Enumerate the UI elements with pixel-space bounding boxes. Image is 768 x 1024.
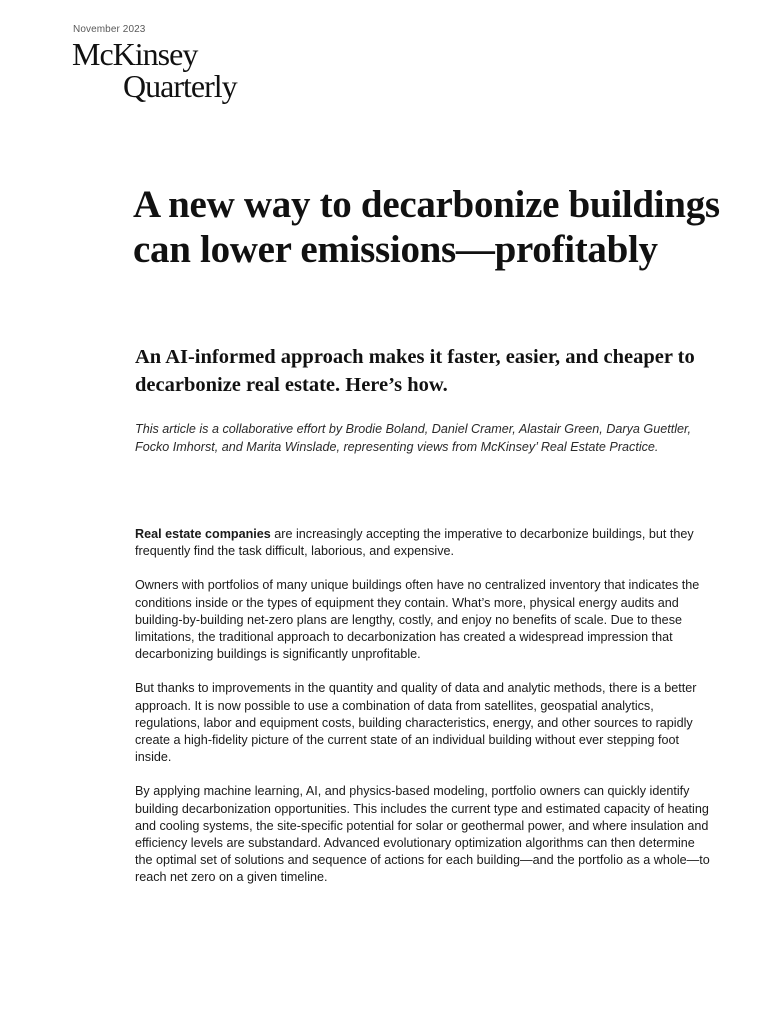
paragraph-text: are increasingly accepting the imperative to decarbonize buildings, but they frequently find the task difficult, laborious, and expensive. <box>135 527 694 559</box>
mckinsey-quarterly-logo <box>72 38 237 102</box>
body-paragraph: Owners with portfolios of many unique buildings often have no centralized inventory that indicates the conditions inside or the types of equipment they contain. What’s more, physical energy audits and building-by-building net-zero plans are lengthy, costly, and enjoy no benefits of scale. Due to these limitations, the traditional approach to decarbonization has created a widespread impression that decarbonizing buildings is significantly unprofitable. <box>135 578 700 662</box>
article-byline: This article is a collaborative effort by Brodie Boland, Daniel Cramer, Alastair Green, Darya Guettler, Focko Imhorst, and Marita Winslade, representing views from McKinsey’ Real Estate Practice. <box>135 422 691 454</box>
paragraph-lead-in: Real estate companies <box>135 527 271 541</box>
article-title: A new way to decarbonize buildings can lower emissions—profitably <box>133 183 720 271</box>
logo-line-quarterly: Quarterly <box>123 68 237 104</box>
publication-date: November 2023 <box>73 24 146 35</box>
body-paragraph <box>135 526 710 560</box>
logo-line-mckinsey: McKinsey <box>72 36 198 72</box>
article-subtitle: An AI-informed approach makes it faster, easier, and cheaper to decarbonize real estate. Here’s how. <box>135 346 695 396</box>
body-paragraph: By applying machine learning, AI, and physics-based modeling, portfolio owners can quickly identify building decarbonization opportunities. This includes the current type and estimated capacity of heating and cooling systems, the site-specific potential for solar or geothermal power, and where insulation and efficiency levels are substandard. Advanced evolutionary optimization algorithms can then determine the optimal set of solutions and sequence of actions for each building—and the portfolio as a whole—to reach net zero on a given timeline. <box>135 784 710 885</box>
article-body <box>135 526 710 904</box>
body-paragraph: But thanks to improvements in the quantity and quality of data and analytic methods, there is a better approach. It is now possible to use a combination of data from satellites, geospatial analytics, regulations, labor and equipment costs, building characteristics, energy, and other sources to rapidly create a high-fidelity picture of the current state of an individual building without ever stepping foot inside. <box>135 681 697 765</box>
